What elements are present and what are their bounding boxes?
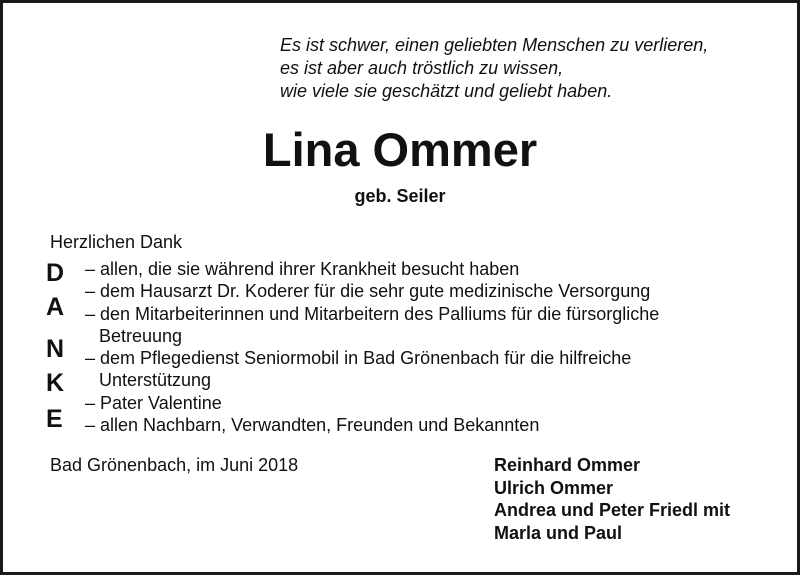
thanks-item: – dem Hausarzt Dr. Koderer für die sehr gute medizinische Versorgung [85, 281, 651, 302]
quote-line-1: Es ist schwer, einen geliebten Menschen zu verlieren, [280, 35, 709, 55]
signer: Andrea und Peter Friedl mit [494, 500, 731, 520]
danke-letter-d: D [46, 259, 65, 287]
quote-line-3: wie viele sie geschätzt und geliebt haben. [280, 81, 613, 101]
signer: Ulrich Ommer [494, 477, 614, 498]
danke-letter-n: N [46, 335, 65, 363]
thanks-intro: Herzlichen Dank [50, 232, 183, 252]
thanks-item: – allen Nachbarn, Verwandten, Freunden und Bekannten [85, 415, 540, 436]
signer: Marla und Paul [494, 522, 623, 543]
thanks-item: – dem Pflegedienst Seniormobil in Bad Grönenbach für die hilfreiche [85, 348, 632, 369]
signer: Reinhard Ommer [494, 455, 641, 475]
thanks-item-continuation: Betreuung [99, 325, 183, 346]
signers [494, 454, 730, 544]
thanks-item: – den Mitarbeiterinnen und Mitarbeitern des Palliums für die fürsorgliche [85, 303, 660, 324]
danke-letter-a: A [46, 293, 65, 321]
thanks-item-continuation: Unterstützung [99, 370, 212, 391]
danke-letter-e: E [46, 405, 63, 433]
memorial-quote [280, 34, 708, 103]
place-date: Bad Grönenbach, im Juni 2018 [50, 455, 299, 475]
thanks-list [85, 258, 659, 436]
thanks-item: – Pater Valentine [85, 392, 222, 413]
quote-line-2: es ist aber auch tröstlich zu wissen, [280, 58, 564, 78]
deceased-name: Lina Ommer [262, 123, 538, 176]
danke-letter-k: K [46, 369, 65, 397]
maiden-name: geb. Seiler [354, 186, 446, 206]
thanks-item: – allen, die sie während ihrer Krankheit besucht haben [85, 259, 520, 279]
